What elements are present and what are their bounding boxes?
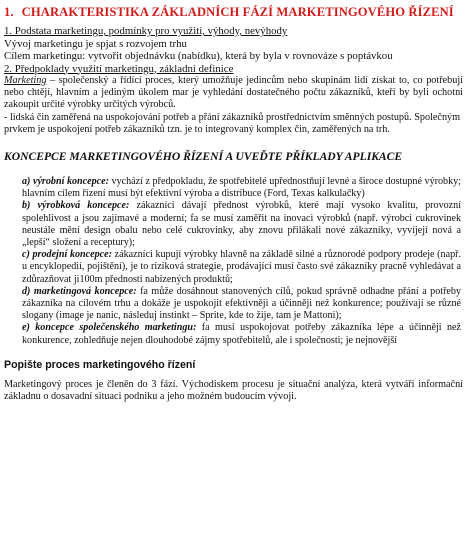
concept-text: fa může dosáhnout stanovených cílů, pokud správně odhadne přání a potřeby zákazníka na cílovém trhu a dokáže je uspokojit efektivněji a účinněji než konkurence; používají se různé slogany (image je nanic, následuj instinkt – Sprite, kde to žije, tam je Mattoni); bbox=[22, 285, 462, 322]
definition-text: – společenský a řídící proces, který umožňuje jedincům nebo skupinám lidí získat to, co potřebují nebo chtějí, hlavním a jediným úkolem mar je vyhledání dostatečného počtu zákazníků, kteří by byli ochotni zakoupit určité výrobky určitých výrobců. bbox=[4, 75, 463, 111]
main-heading bbox=[4, 4, 463, 20]
process-heading: Popište proces marketingového řízení bbox=[4, 358, 196, 371]
definition-paragraph bbox=[4, 75, 463, 112]
concept-text: vychází z předpokladu, že spotřebitelé upřednostňují levné a široce dostupné výrobky; hlavním cílem řízení musí být efektivní výroba a distribuce (Ford, Texas kalkulačky) bbox=[22, 176, 461, 200]
concept-label: e) koncepce společenského marketingu: bbox=[22, 322, 197, 334]
concept-label: b) výrobková koncepce: bbox=[22, 200, 130, 212]
concept-label: c) prodejní koncepce: bbox=[22, 249, 112, 261]
concept-label: a) výrobní koncepce: bbox=[22, 176, 109, 188]
text-vyvoj: Vývoj marketingu je spjat s rozvojem trhu bbox=[4, 37, 187, 50]
process-paragraph: Marketingový proces je členěn do 3 fází. Východiskem procesu je situační analýza, která vytváří informační základnu o dosavadní situaci podniku a jeho možném budoucím vývoji. bbox=[4, 378, 463, 403]
heading-title: CHARAKTERISTIKA ZÁKLADNÍCH FÁZÍ MARKETINGOVÉHO ŘÍZENÍ bbox=[21, 5, 454, 19]
concept-item bbox=[22, 249, 461, 286]
subheading-predpoklady: 2. Předpoklady využití marketingu, základní definice bbox=[4, 62, 234, 75]
concept-item bbox=[22, 322, 461, 346]
note-paragraph: - lidská čin zaměřená na uspokojování potřeb a přání zákazníků prostřednictvím směnných postupů. Společným prvkem je uspokojení potřeb zákazníků tzn. je to integrovaný komplex čin, zaměřených na trh. bbox=[4, 111, 461, 135]
text-cil: Cílem marketingu: vytvořit objednávku (nabídku), která by byla v rovnováze s poptávkou bbox=[4, 50, 393, 62]
concept-item bbox=[22, 200, 461, 249]
concept-text: fa musí uspokojovat potřeby zákazníka lépe a účinněji než konkurence, zohledňuje nejen dlouhodobé zájmy spotřebitelů, ale i společnosti; je nejnovější bbox=[22, 322, 461, 346]
concept-text: zákazníci dávají přednost výrobků, které mají vysoko kvalitu, provozní spolehlivost a jsou zajímavé a moderní; fa se musí zaměřit na inovaci výrobků (např. výrobci cukrovinek neustále mění design obalu nebo celé cukrovinky, aby znovu přilákali nové zákazníky, vyvíjejí nová a „lepší“ složení a receptury); bbox=[22, 200, 461, 249]
subheading-podstata: 1. Podstata marketingu, podmínky pro využití, výhody, nevýhody bbox=[4, 25, 288, 37]
concept-text: zákazníci kupují výrobky hlavně na základě silné a různorodé podpory prodeje (např. u encyklopedií, pojištění), je to riziková strategie, prodávající musí často své zákazníky pracně vyhledávat a zdůrazňovat ji100m přednosti nabízených produktů; bbox=[22, 249, 462, 285]
concept-label: d) marketingová koncepce: bbox=[22, 285, 137, 297]
concepts-heading: KONCEPCE MARKETINGOVÉHO ŘÍZENÍ A UVEĎTE PŘÍKLADY APLIKACE bbox=[4, 150, 403, 164]
heading-number: 1. bbox=[4, 5, 14, 19]
concept-item bbox=[22, 176, 461, 200]
definition-term: Marketing bbox=[4, 75, 47, 86]
concepts-list bbox=[4, 176, 463, 347]
document-page bbox=[0, 4, 467, 543]
concept-item bbox=[22, 286, 461, 323]
